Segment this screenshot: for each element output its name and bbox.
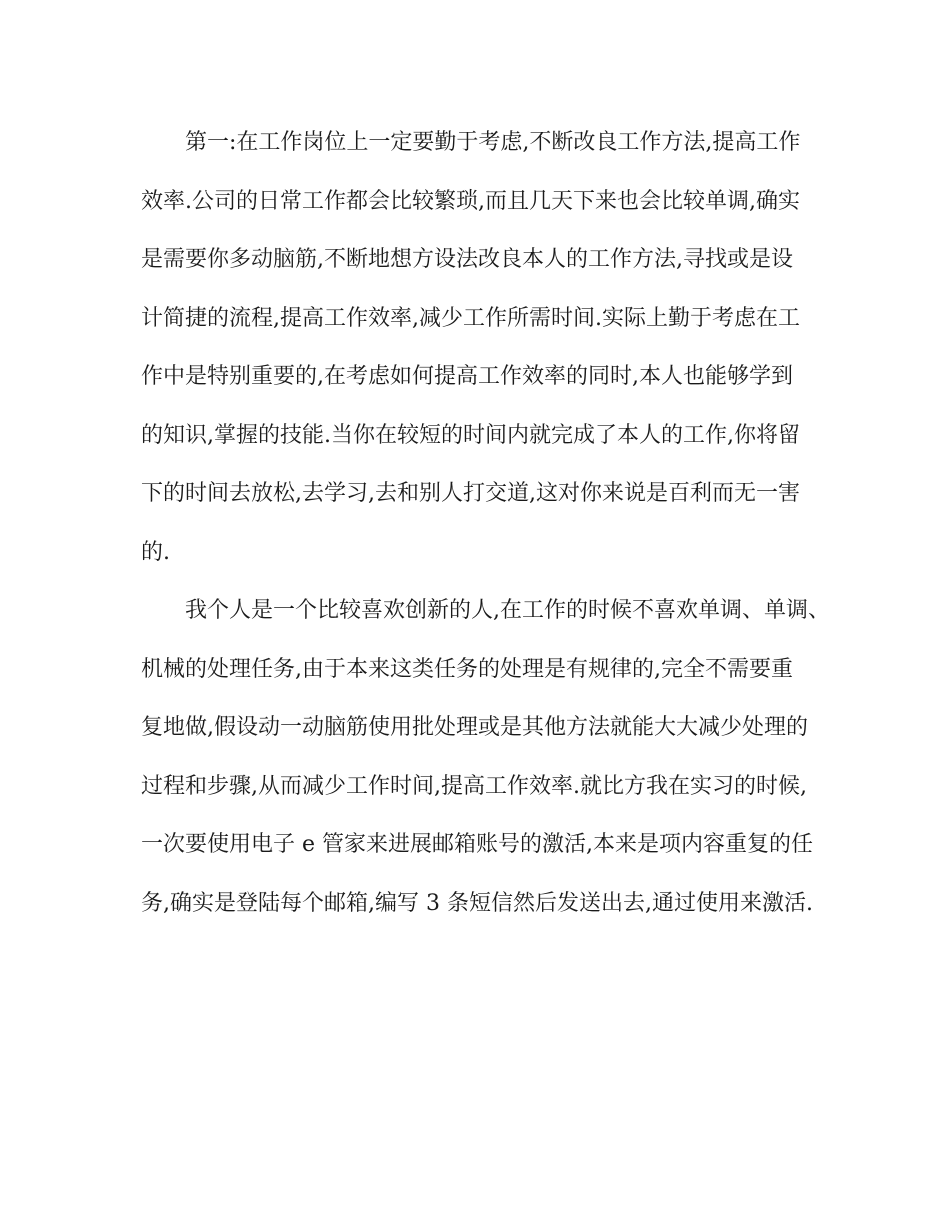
paragraph-line: 作中是特别重要的,在考虑如何提高工作效率的同时,本人也能够学到: [141, 364, 793, 389]
paragraph-line: 务,确实是登陆每个邮箱,编写 3 条短信然后发送出去,通过使用来激活.: [141, 890, 813, 916]
paragraph-1: [141, 124, 821, 592]
paragraph-line: 计简捷的流程,提高工作效率,减少工作所需时间.实际上勤于考虑在工: [141, 305, 800, 331]
document-body: [141, 124, 830, 943]
paragraph-line: 复地做,假设动一动脑筋使用批处理或是其他方法就能大大减少处理的: [141, 715, 808, 740]
paragraph-line: 是需要你多动脑筋,不断地想方设法改良本人的工作方法,寻找或是设: [141, 247, 793, 272]
paragraph-line: 机械的处理任务,由于本来这类任务的处理是有规律的,完全不需要重: [141, 656, 793, 682]
paragraph-line: 我个人是一个比较喜欢创新的人,在工作的时候不喜欢单调、单调、: [185, 598, 830, 623]
paragraph-line: 第一:在工作岗位上一定要勤于考虑,不断改良工作方法,提高工作: [185, 130, 801, 155]
paragraph-line: 过程和步骤,从而减少工作时间,提高工作效率.就比方我在实习的时候,: [141, 773, 807, 799]
paragraph-line: 的.: [141, 539, 170, 565]
paragraph-line: 的知识,掌握的技能.当你在较短的时间内就完成了本人的工作,你将留: [141, 422, 800, 448]
paragraph-line: 一次要使用电子 e 管家来进展邮箱账号的激活,本来是项内容重复的任: [141, 832, 814, 857]
paragraph-2: [141, 592, 830, 943]
paragraph-line: 效率.公司的日常工作都会比较繁琐,而且几天下来也会比较单调,确实: [141, 188, 800, 214]
paragraph-line: 下的时间去放松,去学习,去和别人打交道,这对你来说是百利而无一害: [141, 481, 800, 506]
